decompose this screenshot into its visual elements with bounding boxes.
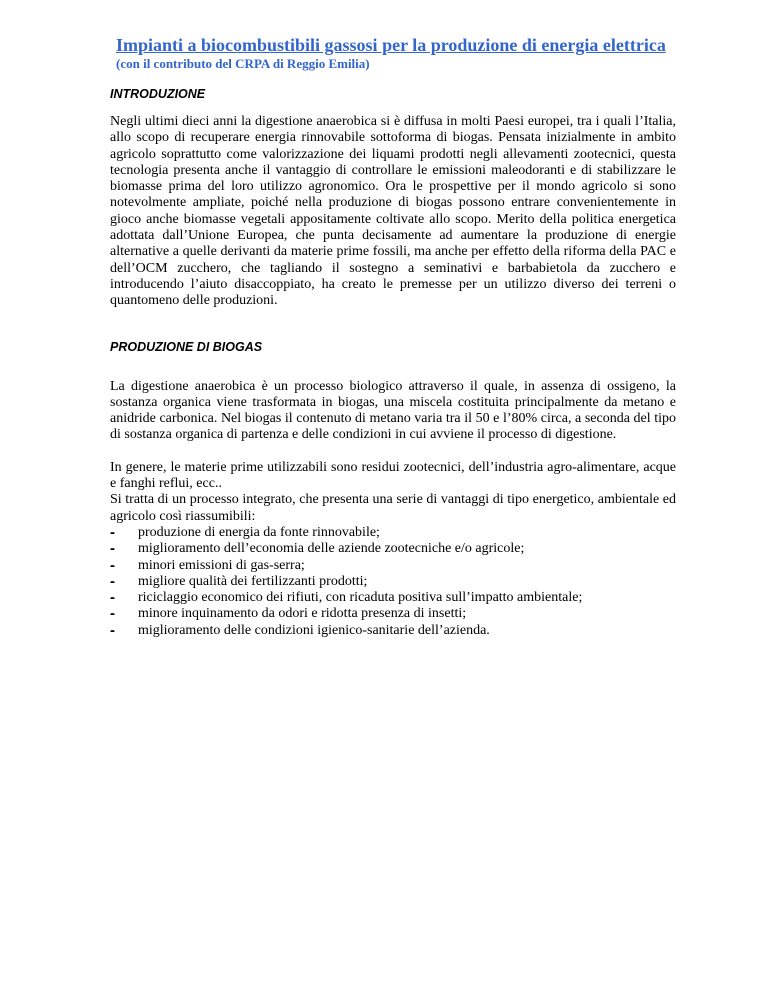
- section-heading-introduzione: INTRODUZIONE: [110, 87, 206, 101]
- document-page: [110, 34, 676, 639]
- list-bullet: -: [110, 589, 115, 607]
- list-item: [110, 574, 676, 590]
- list-item: [110, 606, 676, 622]
- list-item-text: riciclaggio economico dei rifiuti, con ricaduta positiva sull’impatto ambientale;: [138, 590, 583, 606]
- list-bullet: -: [110, 556, 115, 574]
- advantages-list: [110, 525, 676, 639]
- list-item-text: migliore qualità dei fertilizzanti prodotti;: [138, 573, 368, 589]
- list-item: [110, 541, 676, 557]
- list-bullet: -: [110, 572, 115, 590]
- list-bullet: -: [110, 605, 115, 623]
- biogas-paragraph-advantages: Si tratta di un processo integrato, che presenta una serie di vantaggi di tipo energetico, ambientale ed agricolo così riassumibili:: [110, 492, 676, 524]
- list-item: [110, 590, 676, 606]
- intro-paragraph: Negli ultimi dieci anni la digestione anaerobica si è diffusa in molti Paesi europei, tra i quali l’Italia, allo scopo di recuperare energia rinnovabile sottoforma di biogas. Pensata inizialmente in ambito agricolo soprattutto come valorizzazione dei liquami prodotti negli allevamenti zootecnici, questa tecnologia presenta anche il vantaggio di controllare le emissioni maleodoranti e di stabilizzare le biomasse prima del loro utilizzo agronomico. Ora le prospettive per il mondo agricolo si sono notevolmente ampliate, poiché nella produzione di biogas possono entrare convenientemente in gioco anche biomasse vegetali appositamente coltivate allo scopo. Merito della politica energetica adottata dall’Unione Europea, che punta decisamente ad aumentare la produzione di energie alternative a quelle derivanti da materie prime fossili, ma anche per effetto della riforma della PAC e dell’OCM zucchero, che tagliando il sostegno a seminativi e barbabietola da zucchero e introducendo l’aiuto disaccoppiato, ha creato le premesse per un utilizzo diverso dei terreni o quantomeno delle produzioni.: [110, 114, 676, 309]
- list-item: [110, 558, 676, 574]
- list-item: [110, 525, 676, 541]
- document-subtitle: (con il contributo del CRPA di Reggio Emilia): [116, 56, 370, 71]
- list-bullet: -: [110, 621, 115, 639]
- list-bullet: -: [110, 523, 115, 541]
- document-title: Impianti a biocombustibili gassosi per la produzione di energia elettrica: [116, 35, 666, 55]
- list-item-text: produzione di energia da fonte rinnovabile;: [138, 524, 380, 540]
- list-item-text: miglioramento dell’economia delle aziende zootecniche e/o agricole;: [138, 541, 525, 557]
- list-bullet: -: [110, 540, 115, 558]
- list-item-text: miglioramento delle condizioni igienico-sanitarie dell’azienda.: [138, 622, 490, 638]
- list-item-text: minore inquinamento da odori e ridotta presenza di insetti;: [138, 606, 467, 622]
- biogas-paragraph-definition: La digestione anaerobica è un processo biologico attraverso il quale, in assenza di ossigeno, la sostanza organica viene trasformata in biogas, una miscela costituita principalmente da metano e anidride carbonica. Nel biogas il contenuto di metano varia tra il 50 e l’80% circa, a seconda del tipo di sostanza organica di partenza e delle condizioni in cui avviene il processo di digestione.: [110, 378, 676, 443]
- section-heading-produzione-biogas: PRODUZIONE DI BIOGAS: [110, 339, 263, 354]
- biogas-paragraph-materials: In genere, le materie prime utilizzabili sono residui zootecnici, dell’industria agro-alimentare, acque e fanghi reflui, ecc..: [110, 459, 676, 492]
- list-item: [110, 623, 676, 639]
- list-item-text: minori emissioni di gas-serra;: [138, 557, 305, 573]
